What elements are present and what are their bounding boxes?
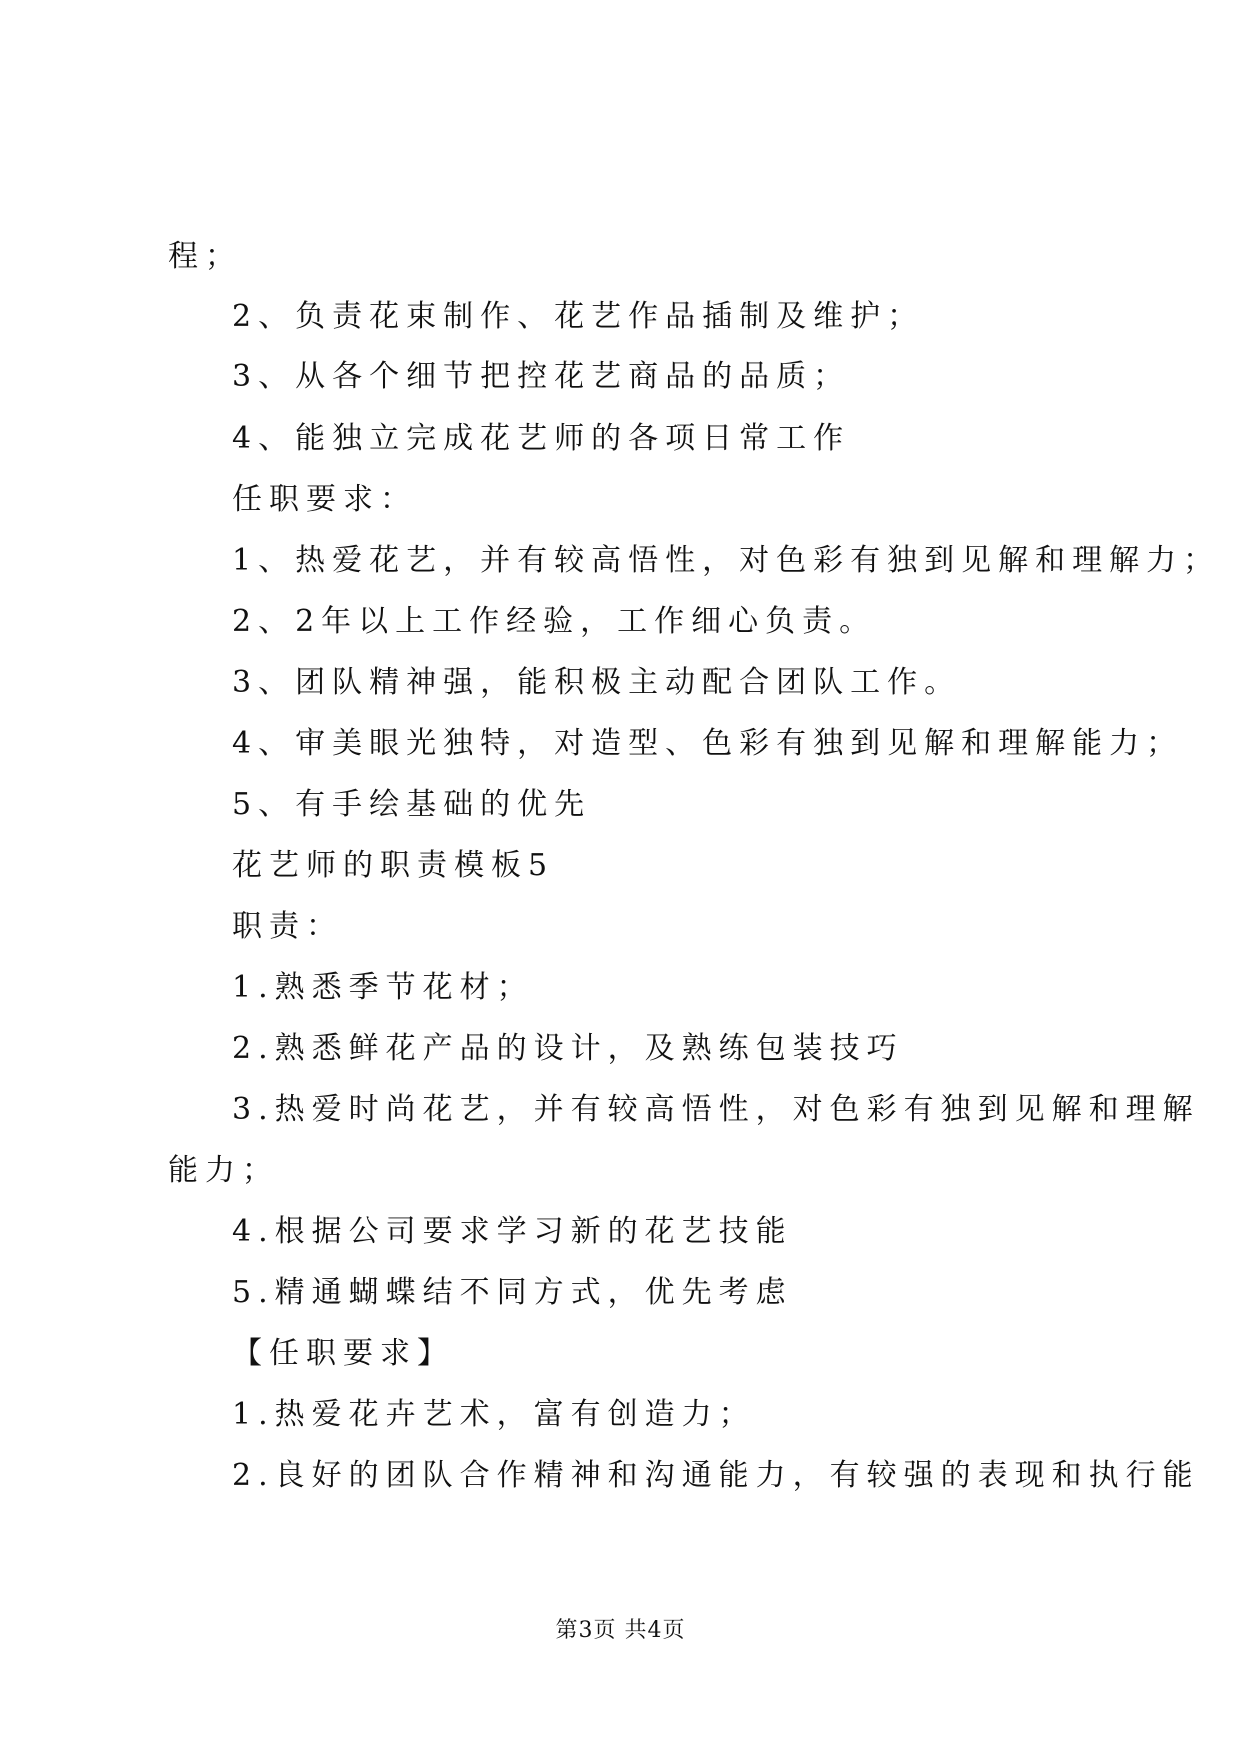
text-line: 能力； [168,1153,279,1188]
text-line: 4、能独立完成花艺师的各项日常工作 [232,421,851,456]
text-line: 4.根据公司要求学习新的花艺技能 [232,1214,793,1249]
text-line: 2.良好的团队合作精神和沟通能力，有较强的表现和执行能 [232,1458,1200,1493]
text-line: 4、审美眼光独特，对造型、色彩有独到见解和理解能力； [232,726,1184,761]
text-line: 3、从各个细节把控花艺商品的品质； [232,359,851,394]
text-line: 2、2年以上工作经验，工作细心负责。 [232,604,877,639]
text-line: 5.精通蝴蝶结不同方式，优先考虑 [232,1275,793,1310]
text-line: 2.熟悉鲜花产品的设计，及熟练包装技巧 [232,1031,904,1066]
text-line: 程； [168,239,242,274]
section-heading: 【任职要求】 [232,1336,454,1371]
text-line: 3.热爱时尚花艺，并有较高悟性，对色彩有独到见解和理解 [232,1092,1200,1127]
text-line: 1.熟悉季节花材； [232,970,534,1005]
text-line: 2、负责花束制作、花艺作品插制及维护； [232,299,925,334]
text-line: 1.热爱花卉艺术，富有创造力； [232,1397,756,1432]
text-line: 3、团队精神强，能积极主动配合团队工作。 [232,665,962,700]
page-footer: 第3页 共4页 [555,1618,686,1643]
text-line: 1、热爱花艺，并有较高悟性，对色彩有独到见解和理解力； [232,543,1221,578]
text-line: 5、有手绘基础的优先 [232,787,592,822]
section-heading: 任职要求： [232,482,417,517]
section-heading: 职责： [232,909,343,944]
section-title: 花艺师的职责模板5 [232,848,555,883]
